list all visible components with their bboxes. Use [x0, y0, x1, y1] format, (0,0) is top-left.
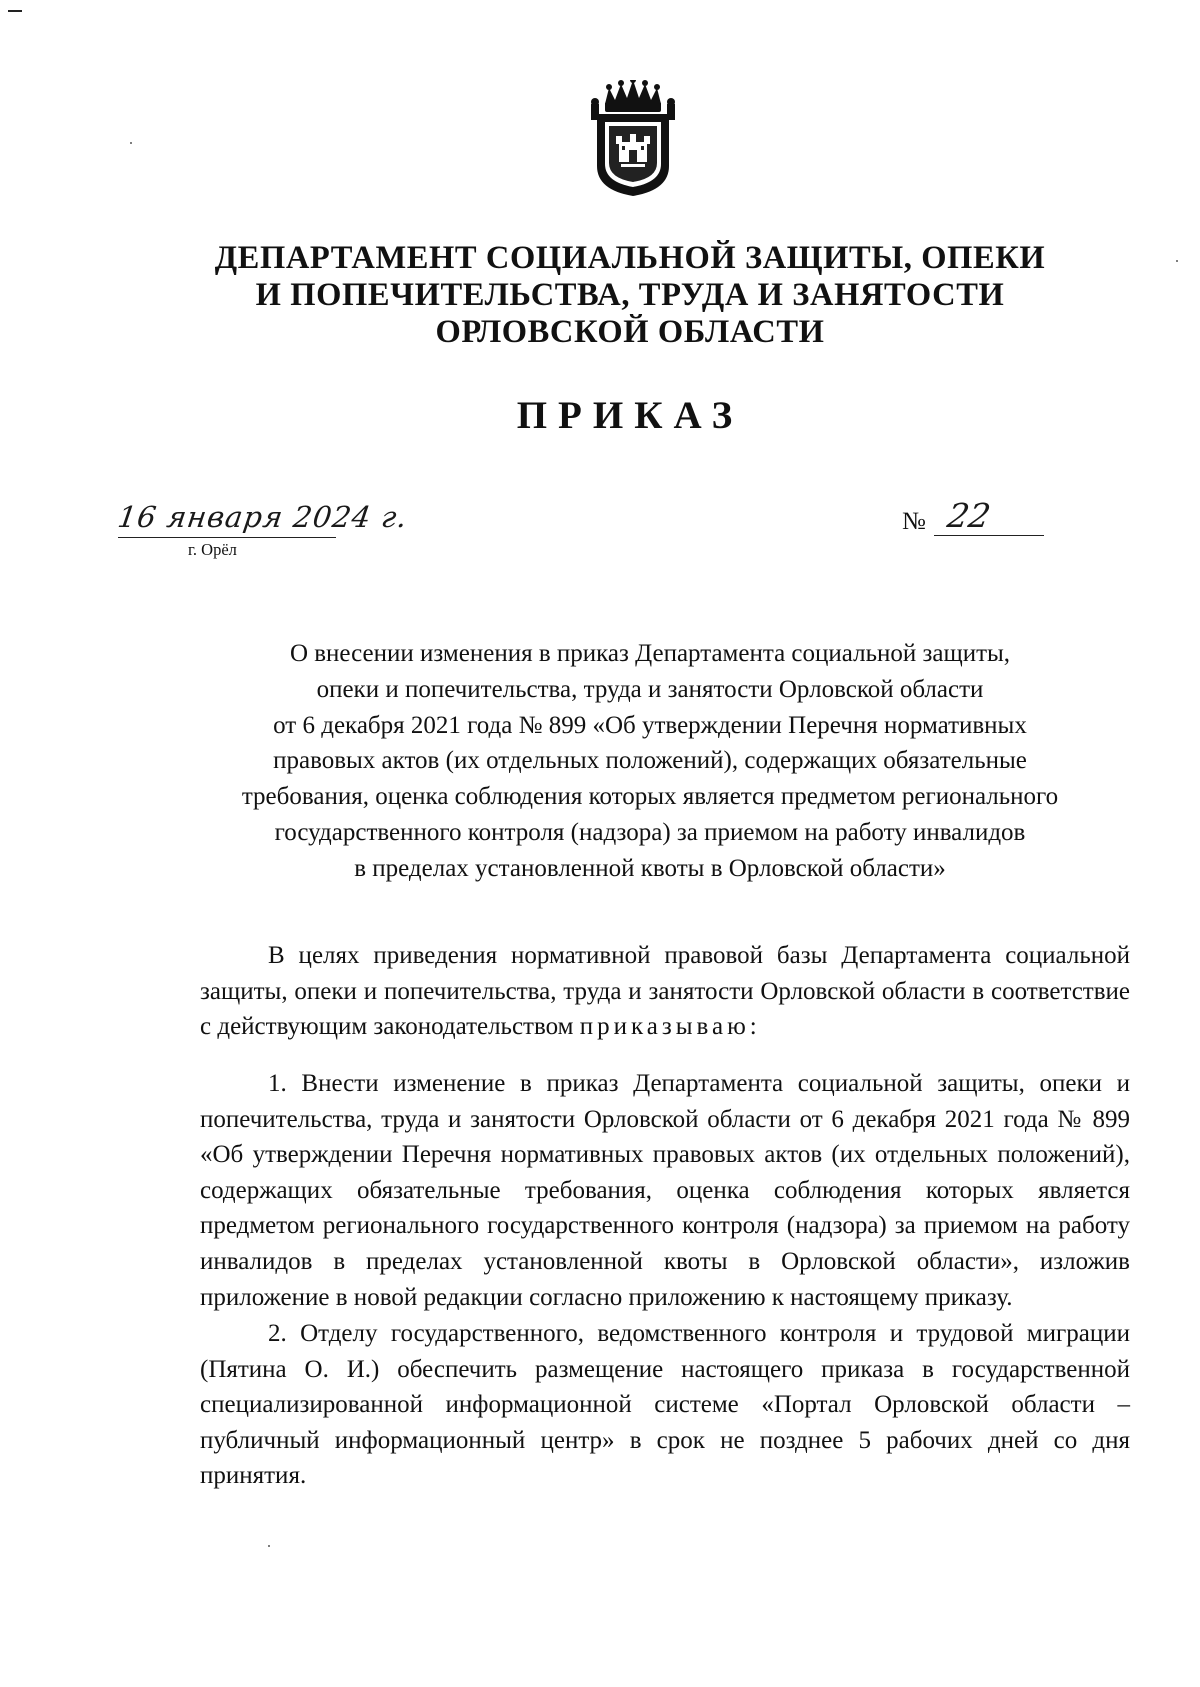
- order-word: приказываю:: [579, 1013, 761, 1041]
- document-subject: [175, 636, 1125, 887]
- scan-speck: [268, 1545, 270, 1547]
- scan-mark: [8, 10, 22, 12]
- subject-line: требования, оценка соблюдения которых является предметом регионального: [241, 783, 1059, 811]
- department-name: [150, 240, 1110, 351]
- department-line: ОРЛОВСКОЙ ОБЛАСТИ: [435, 314, 825, 350]
- department-line: И ПОПЕЧИТЕЛЬСТВА, ТРУДА И ЗАНЯТОСТИ: [255, 277, 1005, 313]
- subject-line: в пределах установленной квоты в Орловской области»: [354, 854, 946, 882]
- date-underline: [118, 537, 336, 538]
- subject-line: О внесении изменения в приказ Департамента социальной защиты,: [289, 640, 1011, 667]
- subject-line: опеки и попечительства, труда и занятости Орловской области: [316, 675, 984, 703]
- subject-line: от 6 декабря 2021 года № 899 «Об утверждении Перечня нормативных: [273, 711, 1027, 739]
- scan-speck: [130, 142, 132, 144]
- handwritten-date: 16 января 2024 г.: [115, 500, 410, 534]
- number-label: №: [902, 508, 926, 535]
- order-item-1: 1. Внести изменение в приказ Департамента социальной защиты, опеки и попечительства, труда и занятости Орловской области от 6 декабря 2021 года № 899 «Об утверждении Перечня нормативных правовых актов (их отдельных положений), содержащих обязательные требования, оценка соблюдения которых является предметом регионального государственного контроля (надзора) за приемом на работу инвалидов в пределах установленной квоты в Орловской области», изложив приложение в новой редакции согласно приложению к настоящему приказу.: [200, 1070, 1130, 1311]
- coat-of-arms-icon: [583, 80, 683, 198]
- scan-speck: [1176, 260, 1178, 262]
- department-line: ДЕПАРТАМЕНТ СОЦИАЛЬНОЙ ЗАЩИТЫ, ОПЕКИ: [214, 240, 1046, 276]
- handwritten-number: 22: [944, 496, 994, 535]
- city-label: г. Орёл: [188, 540, 237, 559]
- number-underline: [934, 535, 1044, 536]
- subject-line: правовых актов (их отдельных положений), содержащих обязательные: [273, 747, 1027, 775]
- preamble-text: В целях приведения нормативной правовой базы Департамента социальной защиты, опеки и попечительства, труда и занятости Орловской области в соответствие с действующим законодательством: [200, 942, 1130, 1041]
- order-item-2: 2. Отделу государственного, ведомственного контроля и трудовой миграции (Пятина О. И.) обеспечить размещение настоящего приказа в государственной специализированной информационной системе «Портал Орловской области – публичный информационный центр» в срок не позднее 5 рабочих дней со дня принятия.: [200, 1320, 1130, 1490]
- preamble-paragraph: [200, 938, 1130, 1045]
- subject-line: государственного контроля (надзора) за приемом на работу инвалидов: [274, 818, 1026, 846]
- document-type-title: ПРИКАЗ: [516, 394, 744, 437]
